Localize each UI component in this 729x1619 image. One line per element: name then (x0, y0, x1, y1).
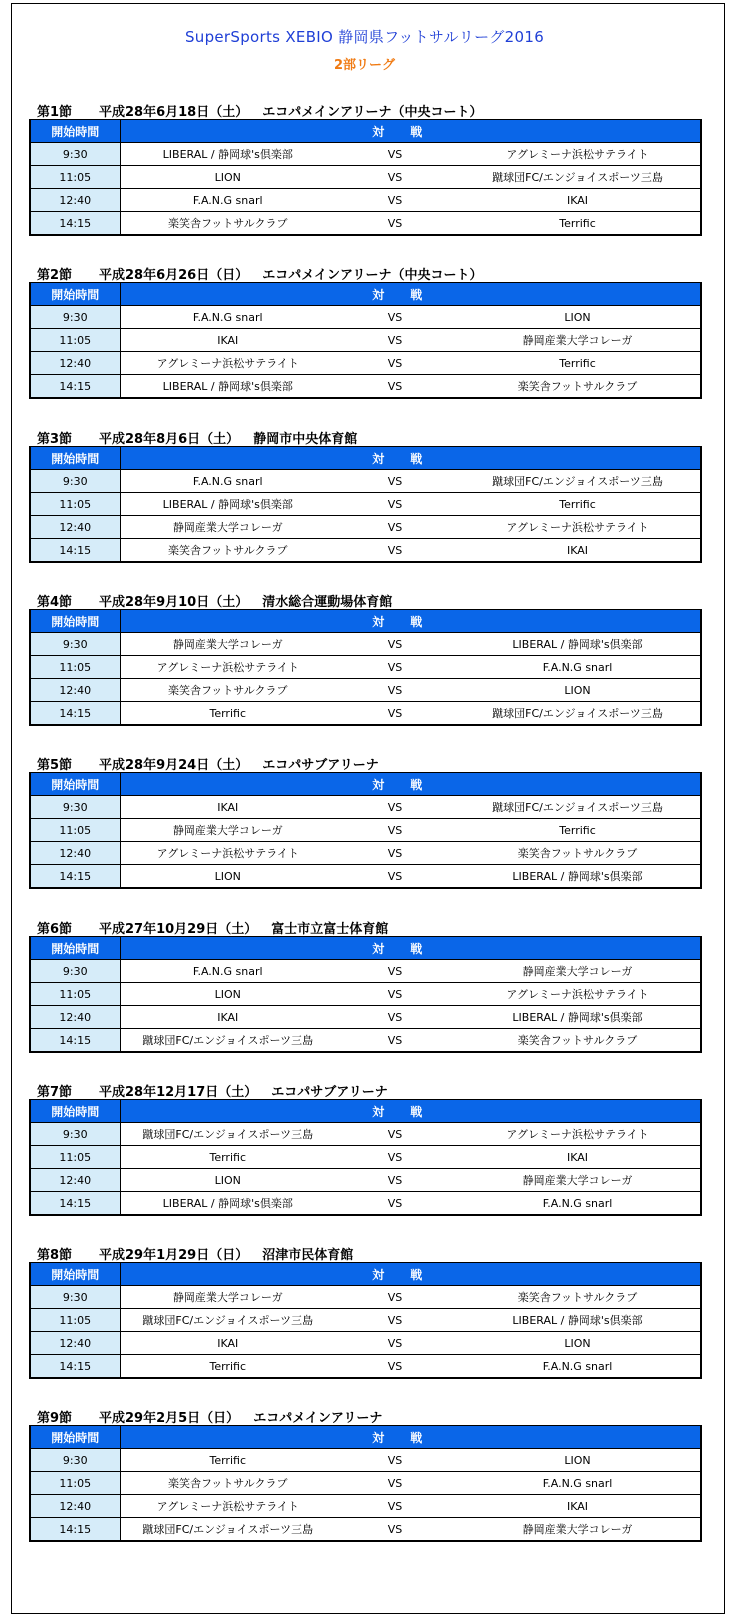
table-header-row (30, 773, 701, 796)
table-header-row (30, 120, 701, 143)
away-team: LIBERAL / 静岡球's倶楽部 (455, 865, 701, 889)
match-time: 12:40 (30, 679, 120, 702)
round-label: 第8節 (37, 1248, 73, 1263)
start-time-header: 開始時間 (30, 1100, 120, 1123)
away-team: 蹴球団FC/エンジョイスポーツ三島 (455, 796, 701, 819)
match-time: 14:15 (30, 539, 120, 563)
versus-label: VS (335, 1169, 455, 1192)
start-time-header: 開始時間 (30, 1263, 120, 1286)
away-team: LION (455, 679, 701, 702)
match-row (30, 1449, 701, 1472)
home-team: 蹴球団FC/エンジョイスポーツ三島 (120, 1029, 335, 1053)
match-time: 11:05 (30, 1146, 120, 1169)
match-header: 対戦 (120, 120, 701, 143)
away-team: 静岡産業大学コレーガ (455, 1518, 701, 1542)
table-header-row (30, 1100, 701, 1123)
versus-label: VS (335, 1006, 455, 1029)
away-team: LIBERAL / 静岡球's倶楽部 (455, 1006, 701, 1029)
round-heading (37, 1244, 353, 1263)
versus-label: VS (335, 375, 455, 399)
round-label: 第5節 (37, 758, 73, 773)
home-team: 楽笑舎フットサルクラブ (120, 1472, 335, 1495)
match-row (30, 702, 701, 726)
match-time: 11:05 (30, 1309, 120, 1332)
away-team: アグレミーナ浜松サテライト (455, 516, 701, 539)
versus-label: VS (335, 796, 455, 819)
table-header-row (30, 1426, 701, 1449)
match-row (30, 1495, 701, 1518)
page-title: SuperSports XEBIO 静岡県フットサルリーグ2016 (184, 28, 545, 46)
away-team: Terrific (455, 212, 701, 236)
away-team: LION (455, 1449, 701, 1472)
match-row (30, 306, 701, 329)
away-team: IKAI (455, 1495, 701, 1518)
round-venue: エコパメインアリーナ (253, 1411, 383, 1426)
away-team: Terrific (455, 819, 701, 842)
versus-label: VS (335, 516, 455, 539)
home-team: 蹴球団FC/エンジョイスポーツ三島 (120, 1123, 335, 1146)
home-team: Terrific (120, 1449, 335, 1472)
match-row (30, 865, 701, 889)
match-time: 9:30 (30, 1449, 120, 1472)
match-time: 14:15 (30, 1192, 120, 1216)
away-team: LIBERAL / 静岡球's倶楽部 (455, 633, 701, 656)
round-venue: 沼津市民体育館 (262, 1248, 354, 1263)
match-time: 9:30 (30, 960, 120, 983)
match-time: 11:05 (30, 166, 120, 189)
round-date: 平成28年9月24日（土） (99, 758, 249, 773)
match-row (30, 1472, 701, 1495)
away-team: 楽笑舎フットサルクラブ (455, 842, 701, 865)
match-row (30, 375, 701, 399)
round-date: 平成28年9月10日（土） (99, 595, 249, 610)
match-time: 14:15 (30, 702, 120, 726)
home-team: LION (120, 166, 335, 189)
home-team: LION (120, 865, 335, 889)
match-time: 14:15 (30, 1518, 120, 1542)
round-heading (37, 918, 388, 937)
round-heading (37, 1081, 388, 1100)
match-time: 12:40 (30, 189, 120, 212)
match-row (30, 1006, 701, 1029)
home-team: LIBERAL / 静岡球's倶楽部 (120, 375, 335, 399)
match-table (29, 936, 702, 1053)
match-time: 14:15 (30, 865, 120, 889)
away-team: F.A.N.G snarl (455, 1472, 701, 1495)
start-time-header: 開始時間 (30, 937, 120, 960)
versus-label: VS (335, 1355, 455, 1379)
home-team: F.A.N.G snarl (120, 189, 335, 212)
match-row (30, 983, 701, 1006)
versus-label: VS (335, 1123, 455, 1146)
home-team: Terrific (120, 1146, 335, 1169)
home-team: LION (120, 983, 335, 1006)
start-time-header: 開始時間 (30, 120, 120, 143)
versus-label: VS (335, 679, 455, 702)
start-time-header: 開始時間 (30, 447, 120, 470)
versus-label: VS (335, 1309, 455, 1332)
home-team: 静岡産業大学コレーガ (120, 1286, 335, 1309)
round-date: 平成28年8月6日（土） (99, 432, 240, 447)
match-row (30, 819, 701, 842)
round-label: 第6節 (37, 922, 73, 937)
start-time-header: 開始時間 (30, 1426, 120, 1449)
match-header: 対戦 (120, 447, 701, 470)
match-time: 11:05 (30, 329, 120, 352)
versus-label: VS (335, 1472, 455, 1495)
round-venue: 清水総合運動場体育館 (262, 595, 393, 610)
round-venue: エコパサブアリーナ (262, 758, 379, 773)
match-row (30, 1169, 701, 1192)
table-header-row (30, 447, 701, 470)
round-heading (37, 591, 392, 610)
versus-label: VS (335, 702, 455, 726)
table-header-row (30, 937, 701, 960)
away-team: 蹴球団FC/エンジョイスポーツ三島 (455, 702, 701, 726)
match-table (29, 446, 702, 563)
start-time-header: 開始時間 (30, 773, 120, 796)
match-time: 12:40 (30, 1006, 120, 1029)
start-time-header: 開始時間 (30, 283, 120, 306)
match-time: 11:05 (30, 656, 120, 679)
match-time: 11:05 (30, 983, 120, 1006)
versus-label: VS (335, 1146, 455, 1169)
versus-label: VS (335, 656, 455, 679)
round-heading (37, 428, 357, 447)
table-header-row (30, 283, 701, 306)
versus-label: VS (335, 470, 455, 493)
away-team: IKAI (455, 1146, 701, 1169)
table-header-row (30, 1263, 701, 1286)
match-row (30, 679, 701, 702)
versus-label: VS (335, 633, 455, 656)
away-team: IKAI (455, 539, 701, 563)
round-label: 第9節 (37, 1411, 73, 1426)
match-time: 14:15 (30, 1355, 120, 1379)
round-venue: エコパサブアリーナ (271, 1085, 388, 1100)
versus-label: VS (335, 1332, 455, 1355)
match-time: 12:40 (30, 1495, 120, 1518)
match-row (30, 1123, 701, 1146)
home-team: アグレミーナ浜松サテライト (120, 1495, 335, 1518)
match-time: 9:30 (30, 796, 120, 819)
match-time: 12:40 (30, 352, 120, 375)
home-team: アグレミーナ浜松サテライト (120, 352, 335, 375)
versus-label: VS (335, 865, 455, 889)
match-header: 対戦 (120, 1100, 701, 1123)
away-team: 蹴球団FC/エンジョイスポーツ三島 (455, 166, 701, 189)
match-time: 9:30 (30, 306, 120, 329)
home-team: 静岡産業大学コレーガ (120, 819, 335, 842)
match-row (30, 493, 701, 516)
match-time: 12:40 (30, 842, 120, 865)
away-team: アグレミーナ浜松サテライト (455, 1123, 701, 1146)
match-header: 対戦 (120, 937, 701, 960)
versus-label: VS (335, 329, 455, 352)
round-label: 第1節 (37, 105, 73, 120)
match-row (30, 1332, 701, 1355)
match-header: 対戦 (120, 1426, 701, 1449)
away-team: LIBERAL / 静岡球's倶楽部 (455, 1309, 701, 1332)
match-header: 対戦 (120, 773, 701, 796)
round-date: 平成29年1月29日（日） (99, 1248, 249, 1263)
start-time-header: 開始時間 (30, 610, 120, 633)
home-team: LIBERAL / 静岡球's倶楽部 (120, 493, 335, 516)
home-team: LIBERAL / 静岡球's倶楽部 (120, 143, 335, 166)
match-row (30, 1309, 701, 1332)
away-team: 静岡産業大学コレーガ (455, 960, 701, 983)
round-label: 第2節 (37, 268, 73, 283)
round-date: 平成28年6月18日（土） (99, 105, 249, 120)
match-time: 14:15 (30, 375, 120, 399)
home-team: 静岡産業大学コレーガ (120, 516, 335, 539)
match-row (30, 166, 701, 189)
away-team: F.A.N.G snarl (455, 1192, 701, 1216)
round-heading (37, 264, 482, 283)
home-team: IKAI (120, 1006, 335, 1029)
round-date: 平成28年6月26日（日） (99, 268, 249, 283)
match-table (29, 282, 702, 399)
match-time: 11:05 (30, 1472, 120, 1495)
away-team: アグレミーナ浜松サテライト (455, 983, 701, 1006)
versus-label: VS (335, 143, 455, 166)
away-team: アグレミーナ浜松サテライト (455, 143, 701, 166)
match-row (30, 796, 701, 819)
match-row (30, 143, 701, 166)
match-row (30, 352, 701, 375)
match-header: 対戦 (120, 283, 701, 306)
home-team: IKAI (120, 1332, 335, 1355)
match-row (30, 1029, 701, 1053)
match-time: 9:30 (30, 633, 120, 656)
away-team: IKAI (455, 189, 701, 212)
home-team: F.A.N.G snarl (120, 960, 335, 983)
page-subtitle: 2部リーグ (333, 58, 396, 73)
home-team: 蹴球団FC/エンジョイスポーツ三島 (120, 1309, 335, 1332)
away-team: 楽笑舎フットサルクラブ (455, 1029, 701, 1053)
away-team: LION (455, 306, 701, 329)
match-row (30, 516, 701, 539)
match-table (29, 1425, 702, 1542)
round-label: 第7節 (37, 1085, 73, 1100)
versus-label: VS (335, 1449, 455, 1472)
table-header-row (30, 610, 701, 633)
match-time: 11:05 (30, 493, 120, 516)
home-team: IKAI (120, 329, 335, 352)
away-team: F.A.N.G snarl (455, 656, 701, 679)
match-header: 対戦 (120, 1263, 701, 1286)
match-row (30, 212, 701, 236)
home-team: 蹴球団FC/エンジョイスポーツ三島 (120, 1518, 335, 1542)
match-row (30, 189, 701, 212)
round-heading (37, 101, 482, 120)
round-date: 平成27年10月29日（土） (99, 922, 258, 937)
match-row (30, 656, 701, 679)
match-time: 9:30 (30, 1286, 120, 1309)
home-team: 楽笑舎フットサルクラブ (120, 539, 335, 563)
away-team: LION (455, 1332, 701, 1355)
match-row (30, 539, 701, 563)
versus-label: VS (335, 1518, 455, 1542)
away-team: Terrific (455, 493, 701, 516)
match-time: 12:40 (30, 1169, 120, 1192)
versus-label: VS (335, 166, 455, 189)
match-time: 12:40 (30, 516, 120, 539)
home-team: IKAI (120, 796, 335, 819)
match-time: 12:40 (30, 1332, 120, 1355)
round-label: 第4節 (37, 595, 73, 610)
versus-label: VS (335, 352, 455, 375)
versus-label: VS (335, 983, 455, 1006)
match-row (30, 470, 701, 493)
match-row (30, 960, 701, 983)
versus-label: VS (335, 1029, 455, 1053)
match-row (30, 1518, 701, 1542)
versus-label: VS (335, 1286, 455, 1309)
versus-label: VS (335, 212, 455, 236)
versus-label: VS (335, 1192, 455, 1216)
home-team: Terrific (120, 1355, 335, 1379)
match-time: 14:15 (30, 1029, 120, 1053)
match-row (30, 329, 701, 352)
home-team: F.A.N.G snarl (120, 470, 335, 493)
match-header: 対戦 (120, 610, 701, 633)
versus-label: VS (335, 539, 455, 563)
home-team: F.A.N.G snarl (120, 306, 335, 329)
match-time: 9:30 (30, 1123, 120, 1146)
versus-label: VS (335, 493, 455, 516)
match-row (30, 633, 701, 656)
round-date: 平成28年12月17日（土） (99, 1085, 258, 1100)
away-team: 静岡産業大学コレーガ (455, 329, 701, 352)
away-team: F.A.N.G snarl (455, 1355, 701, 1379)
home-team: 楽笑舎フットサルクラブ (120, 679, 335, 702)
home-team: LIBERAL / 静岡球's倶楽部 (120, 1192, 335, 1216)
match-time: 9:30 (30, 143, 120, 166)
match-row (30, 1146, 701, 1169)
versus-label: VS (335, 819, 455, 842)
round-venue: 富士市立富士体育館 (271, 922, 389, 937)
match-table (29, 772, 702, 889)
away-team: 楽笑舎フットサルクラブ (455, 375, 701, 399)
versus-label: VS (335, 306, 455, 329)
match-row (30, 1355, 701, 1379)
away-team: 楽笑舎フットサルクラブ (455, 1286, 701, 1309)
round-venue: 静岡市中央体育館 (253, 432, 358, 447)
match-row (30, 842, 701, 865)
round-label: 第3節 (37, 432, 73, 447)
versus-label: VS (335, 189, 455, 212)
match-row (30, 1286, 701, 1309)
round-venue: エコパメインアリーナ（中央コート） (262, 268, 483, 283)
round-venue: エコパメインアリーナ（中央コート） (262, 105, 483, 120)
match-table (29, 1099, 702, 1216)
round-heading (37, 1407, 382, 1426)
home-team: 楽笑舎フットサルクラブ (120, 212, 335, 236)
away-team: 蹴球団FC/エンジョイスポーツ三島 (455, 470, 701, 493)
round-heading (37, 754, 379, 773)
home-team: アグレミーナ浜松サテライト (120, 842, 335, 865)
match-table (29, 119, 702, 236)
home-team: 静岡産業大学コレーガ (120, 633, 335, 656)
match-time: 9:30 (30, 470, 120, 493)
away-team: 静岡産業大学コレーガ (455, 1169, 701, 1192)
match-table (29, 1262, 702, 1379)
home-team: アグレミーナ浜松サテライト (120, 656, 335, 679)
away-team: Terrific (455, 352, 701, 375)
match-time: 14:15 (30, 212, 120, 236)
match-row (30, 1192, 701, 1216)
home-team: Terrific (120, 702, 335, 726)
versus-label: VS (335, 1495, 455, 1518)
round-date: 平成29年2月5日（日） (99, 1411, 240, 1426)
versus-label: VS (335, 842, 455, 865)
match-time: 11:05 (30, 819, 120, 842)
versus-label: VS (335, 960, 455, 983)
match-table (29, 609, 702, 726)
home-team: LION (120, 1169, 335, 1192)
